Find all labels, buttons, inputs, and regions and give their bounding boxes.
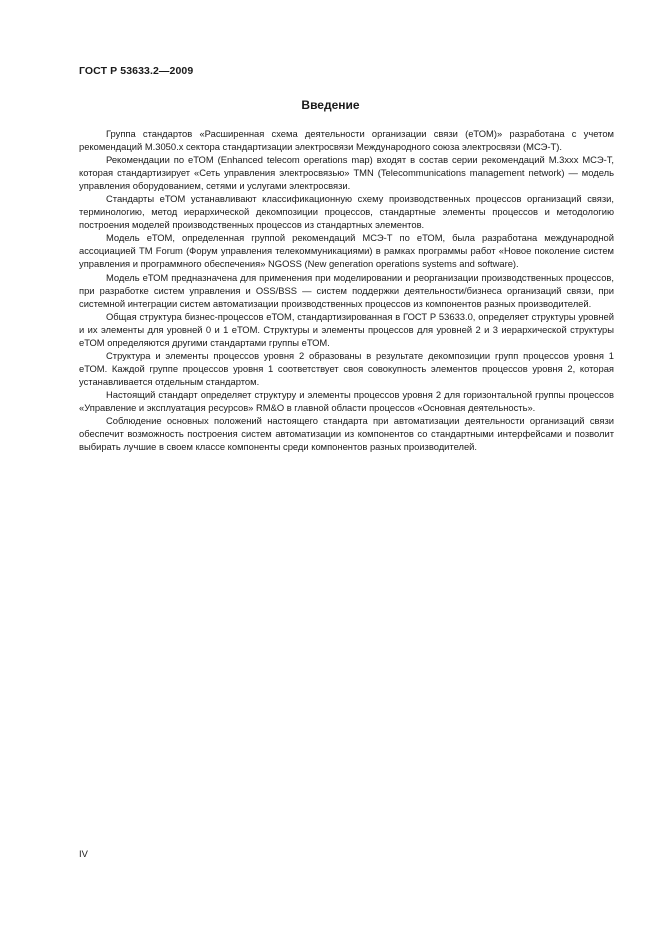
paragraph: Группа стандартов «Расширенная схема деятельности организации связи (еТОМ)» разработана с учетом рекомендаций М.3050.х сектора стандартизации электросвязи Международного союза электросвязи (МСЭ-Т). bbox=[79, 128, 614, 153]
paragraph: Рекомендации по еТОМ (Enhanced telecom operations map) входят в состав серии рекомендаций М.3ххх МСЭ-Т, которая стандартизирует «Сеть управления электросвязью» TMN (Telecommunications management network) — модель управления оборудованием, сетями и услугами электросвязи. bbox=[79, 154, 614, 192]
paragraph: Структура и элементы процессов уровня 2 образованы в результате декомпозиции групп процессов уровня 1 еТОМ. Каждой группе процессов уровня 1 соответствует своя совокупность элементов процессов уровня 2, которая устанавливается отдельным стандартом. bbox=[79, 349, 614, 387]
section-title: Введение bbox=[301, 98, 360, 112]
body-text bbox=[79, 127, 614, 453]
paragraph: Общая структура бизнес-процессов еТОМ, стандартизированная в ГОСТ Р 53633.0, определяет структуры уровней и их элементы для уровней 0 и 1 еТОМ. Структуры и элементы процессов для уровней 2 и 3 иерархической структуры еТОМ определяются другими стандартами группы еТОМ. bbox=[79, 310, 614, 348]
page-number: IV bbox=[79, 848, 88, 859]
paragraph: Настоящий стандарт определяет структуру и элементы процессов уровня 2 для горизонтальной группы процессов «Управление и эксплуатация ресурсов» RM&O в главной области процессов «Основная деятельность». bbox=[79, 388, 614, 413]
paragraph: Стандарты еТОМ устанавливают классификационную схему производственных процессов организаций связи, терминологию, метод иерархической декомпозиции процессов, стандартные элементы процессов и методологию построения моделей производственных процессов из стандартных элементов. bbox=[79, 193, 614, 231]
document-header: ГОСТ Р 53633.2—2009 bbox=[79, 65, 194, 77]
paragraph: Соблюдение основных положений настоящего стандарта при автоматизации деятельности организаций связи обеспечит возможность построения систем автоматизации из компонентов со стандартными интерфейсами и позволит выбирать лучшие в своем классе компоненты среди компонентов разных производителей. bbox=[79, 415, 614, 453]
paragraph: Модель еТОМ предназначена для применения при моделировании и реорганизации производственных процессов, при разработке систем управления и OSS/BSS — систем поддержки деятельности/бизнеса организаций связи, при системной интеграции систем автоматизации производственных процессов из компонентов разных производителей. bbox=[79, 271, 614, 309]
paragraph: Модель еТОМ, определенная группой рекомендаций МСЭ-Т по еТОМ, была разработана международной ассоциацией TM Forum (Форум управления телекоммуникациями) в рамках программы работ «Новое поколение систем управления и программного обеспечения» NGOSS (New generation operations systems and software). bbox=[79, 232, 614, 270]
